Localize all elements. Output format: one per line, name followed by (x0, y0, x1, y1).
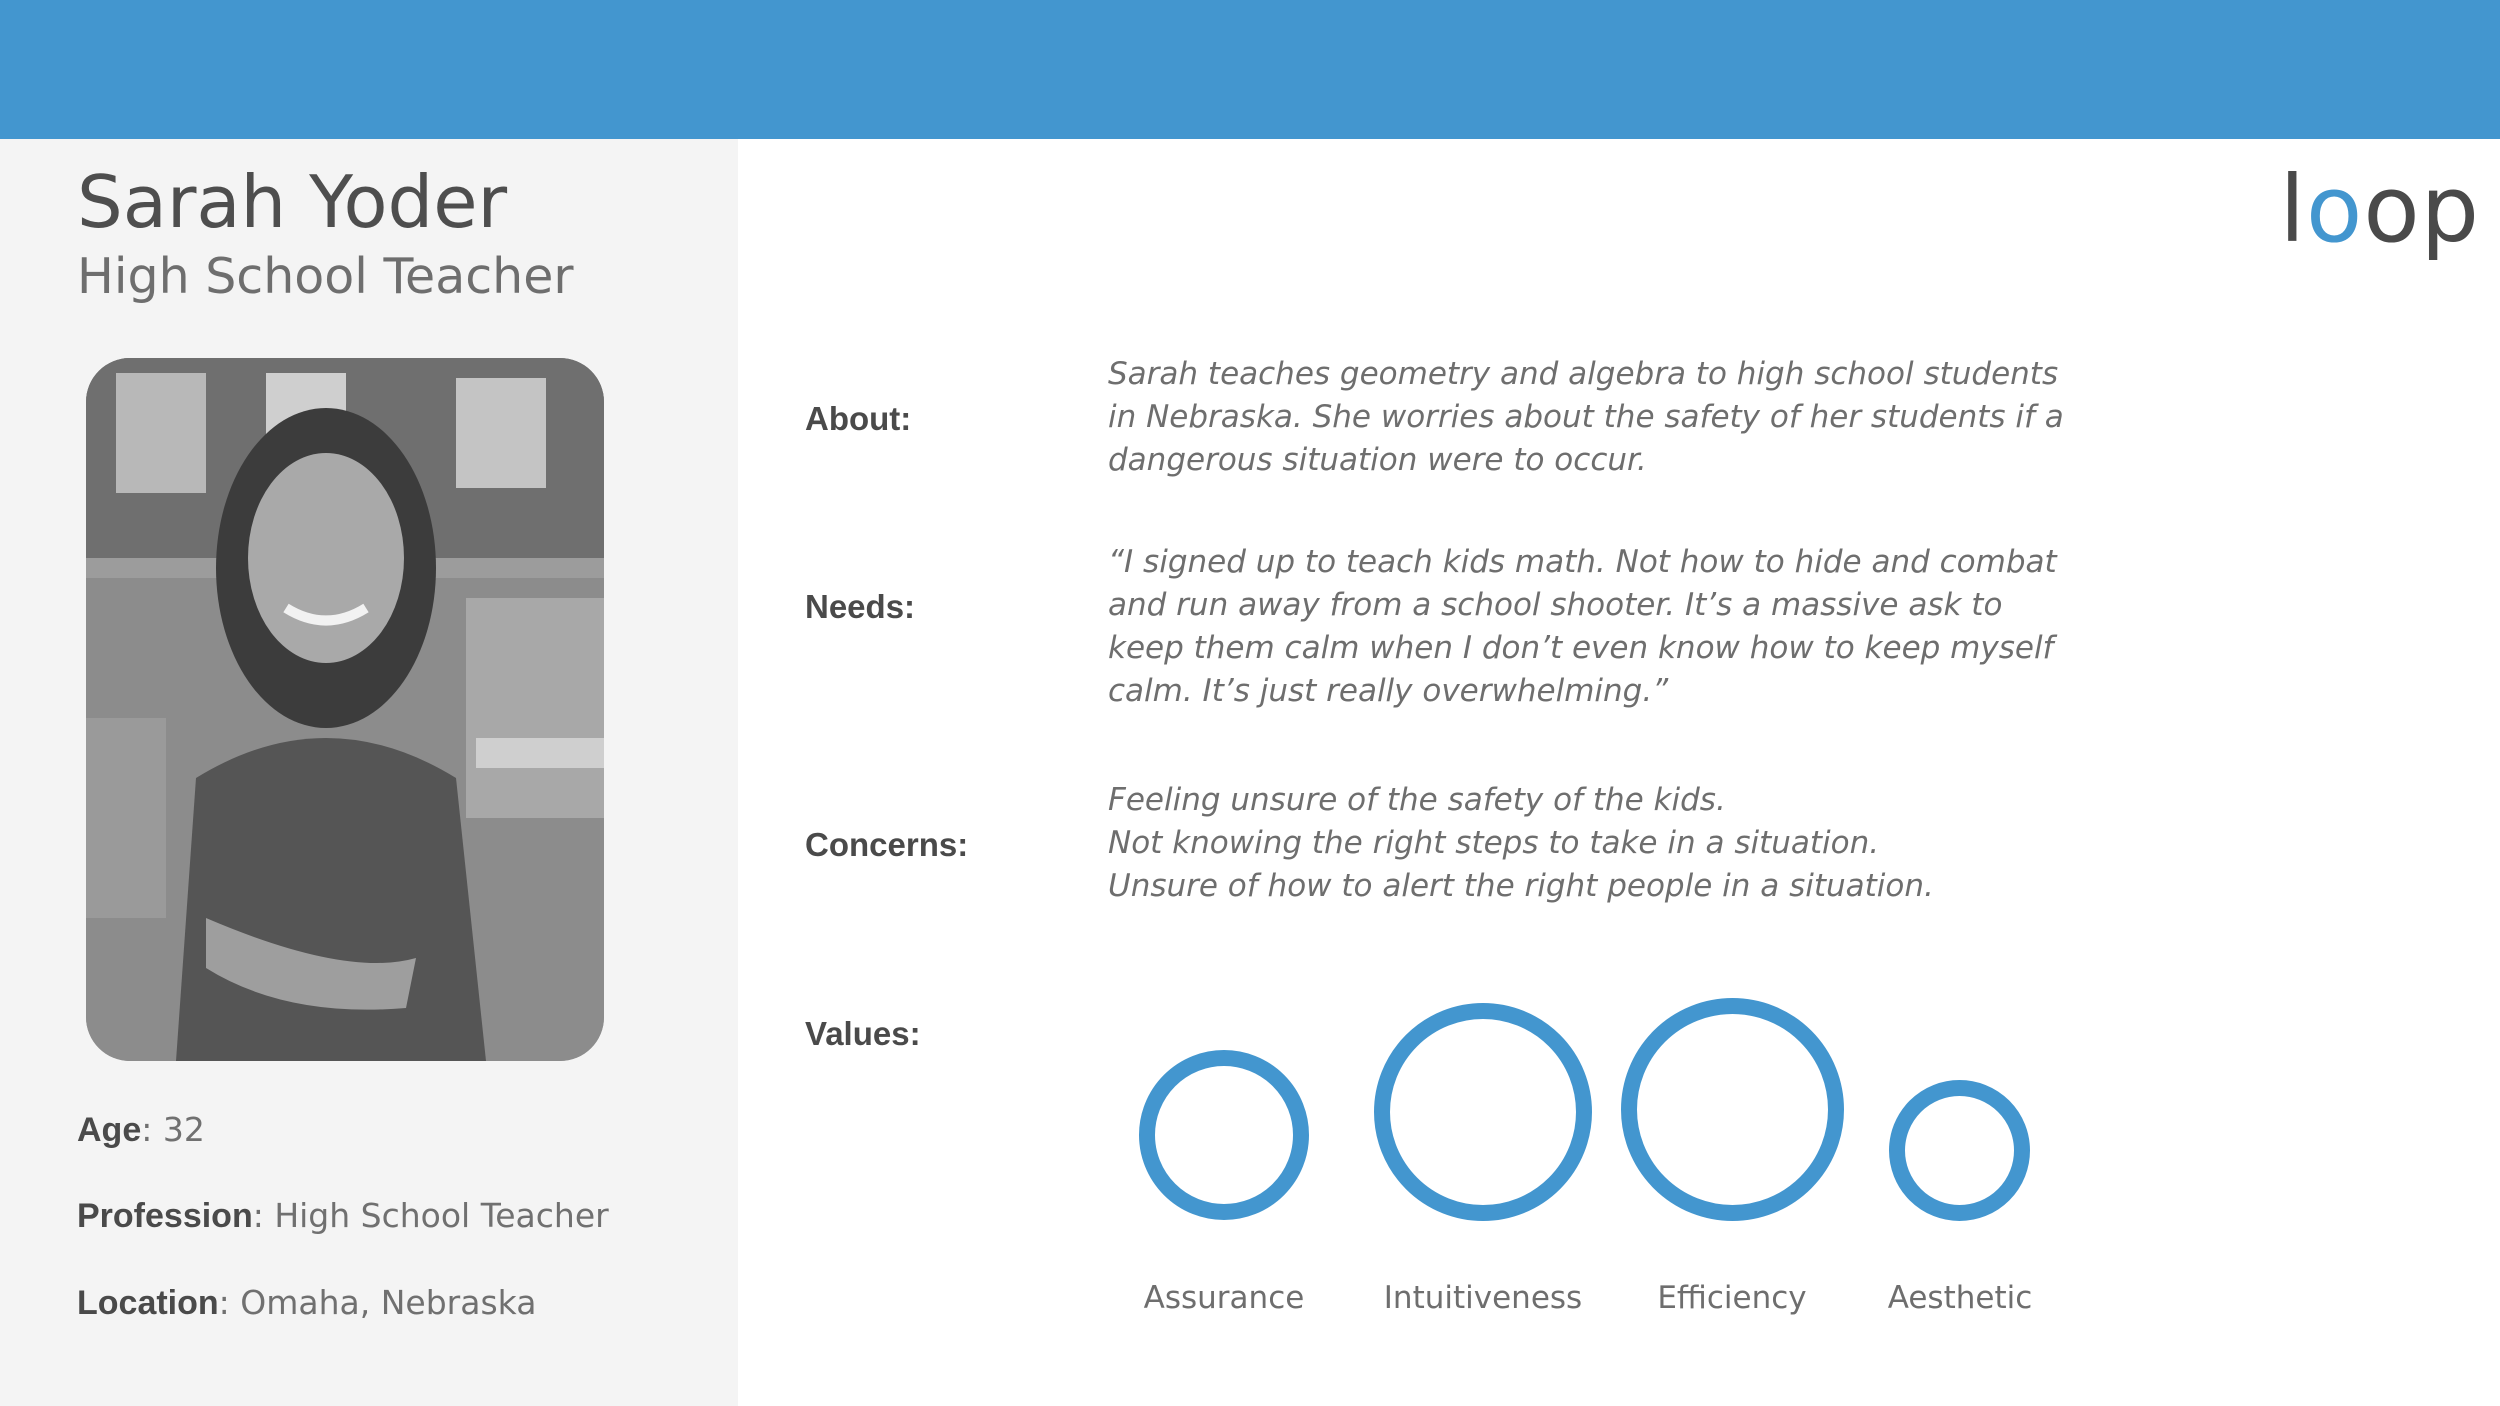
value-ring-efficiency (1621, 998, 1844, 1221)
concerns-list (1108, 779, 2068, 908)
value-label-assurance: Assurance (1143, 1280, 1305, 1316)
value-label-aesthetic: Aesthetic (1887, 1280, 2033, 1316)
persona-role: High School Teacher (77, 248, 574, 305)
value-ring-assurance (1139, 1050, 1309, 1220)
portrait-photo-illustration (86, 358, 604, 1061)
value-label-efficiency: Efficiency (1657, 1280, 1807, 1316)
value-ring-aesthetic (1889, 1080, 2030, 1221)
concern-item: Feeling unsure of the safety of the kids. (1108, 782, 1726, 818)
needs-quote: “I signed up to teach kids math. Not how to hide and combat and run away from a school shooter. It’s a massive ask to keep them calm when I don’t even know how to keep myself calm. It’s just really overwhelming.” (1108, 544, 2057, 709)
fact-location-label: Location (77, 1284, 219, 1322)
loop-logo: loop (2279, 156, 2480, 263)
needs-label: Needs: (805, 588, 916, 625)
fact-age-value: : 32 (141, 1110, 205, 1149)
persona-photo (86, 358, 604, 1061)
fact-profession (77, 1196, 609, 1236)
concern-item: Not knowing the right steps to take in a situation. (1108, 825, 1880, 861)
value-ring-intuitiveness (1374, 1003, 1592, 1221)
concerns-label: Concerns: (805, 826, 969, 863)
about-text: Sarah teaches geometry and algebra to high school students in Nebraska. She worries about the safety of her students if a dangerous situation were to occur. (1108, 356, 2064, 478)
values-label: Values: (805, 1015, 921, 1052)
about-label: About: (805, 400, 912, 437)
value-label-intuitiveness: Intuitiveness (1383, 1280, 1583, 1316)
fact-profession-value: : High School Teacher (252, 1196, 609, 1235)
fact-location (77, 1283, 536, 1323)
header-bar (0, 0, 2500, 139)
fact-profession-label: Profession (77, 1197, 253, 1235)
concern-item: Unsure of how to alert the right people in a situation. (1108, 868, 1934, 904)
fact-age (77, 1110, 205, 1150)
fact-age-label: Age (77, 1111, 142, 1149)
fact-location-value: : Omaha, Nebraska (218, 1283, 537, 1322)
persona-name: Sarah Yoder (77, 160, 508, 244)
